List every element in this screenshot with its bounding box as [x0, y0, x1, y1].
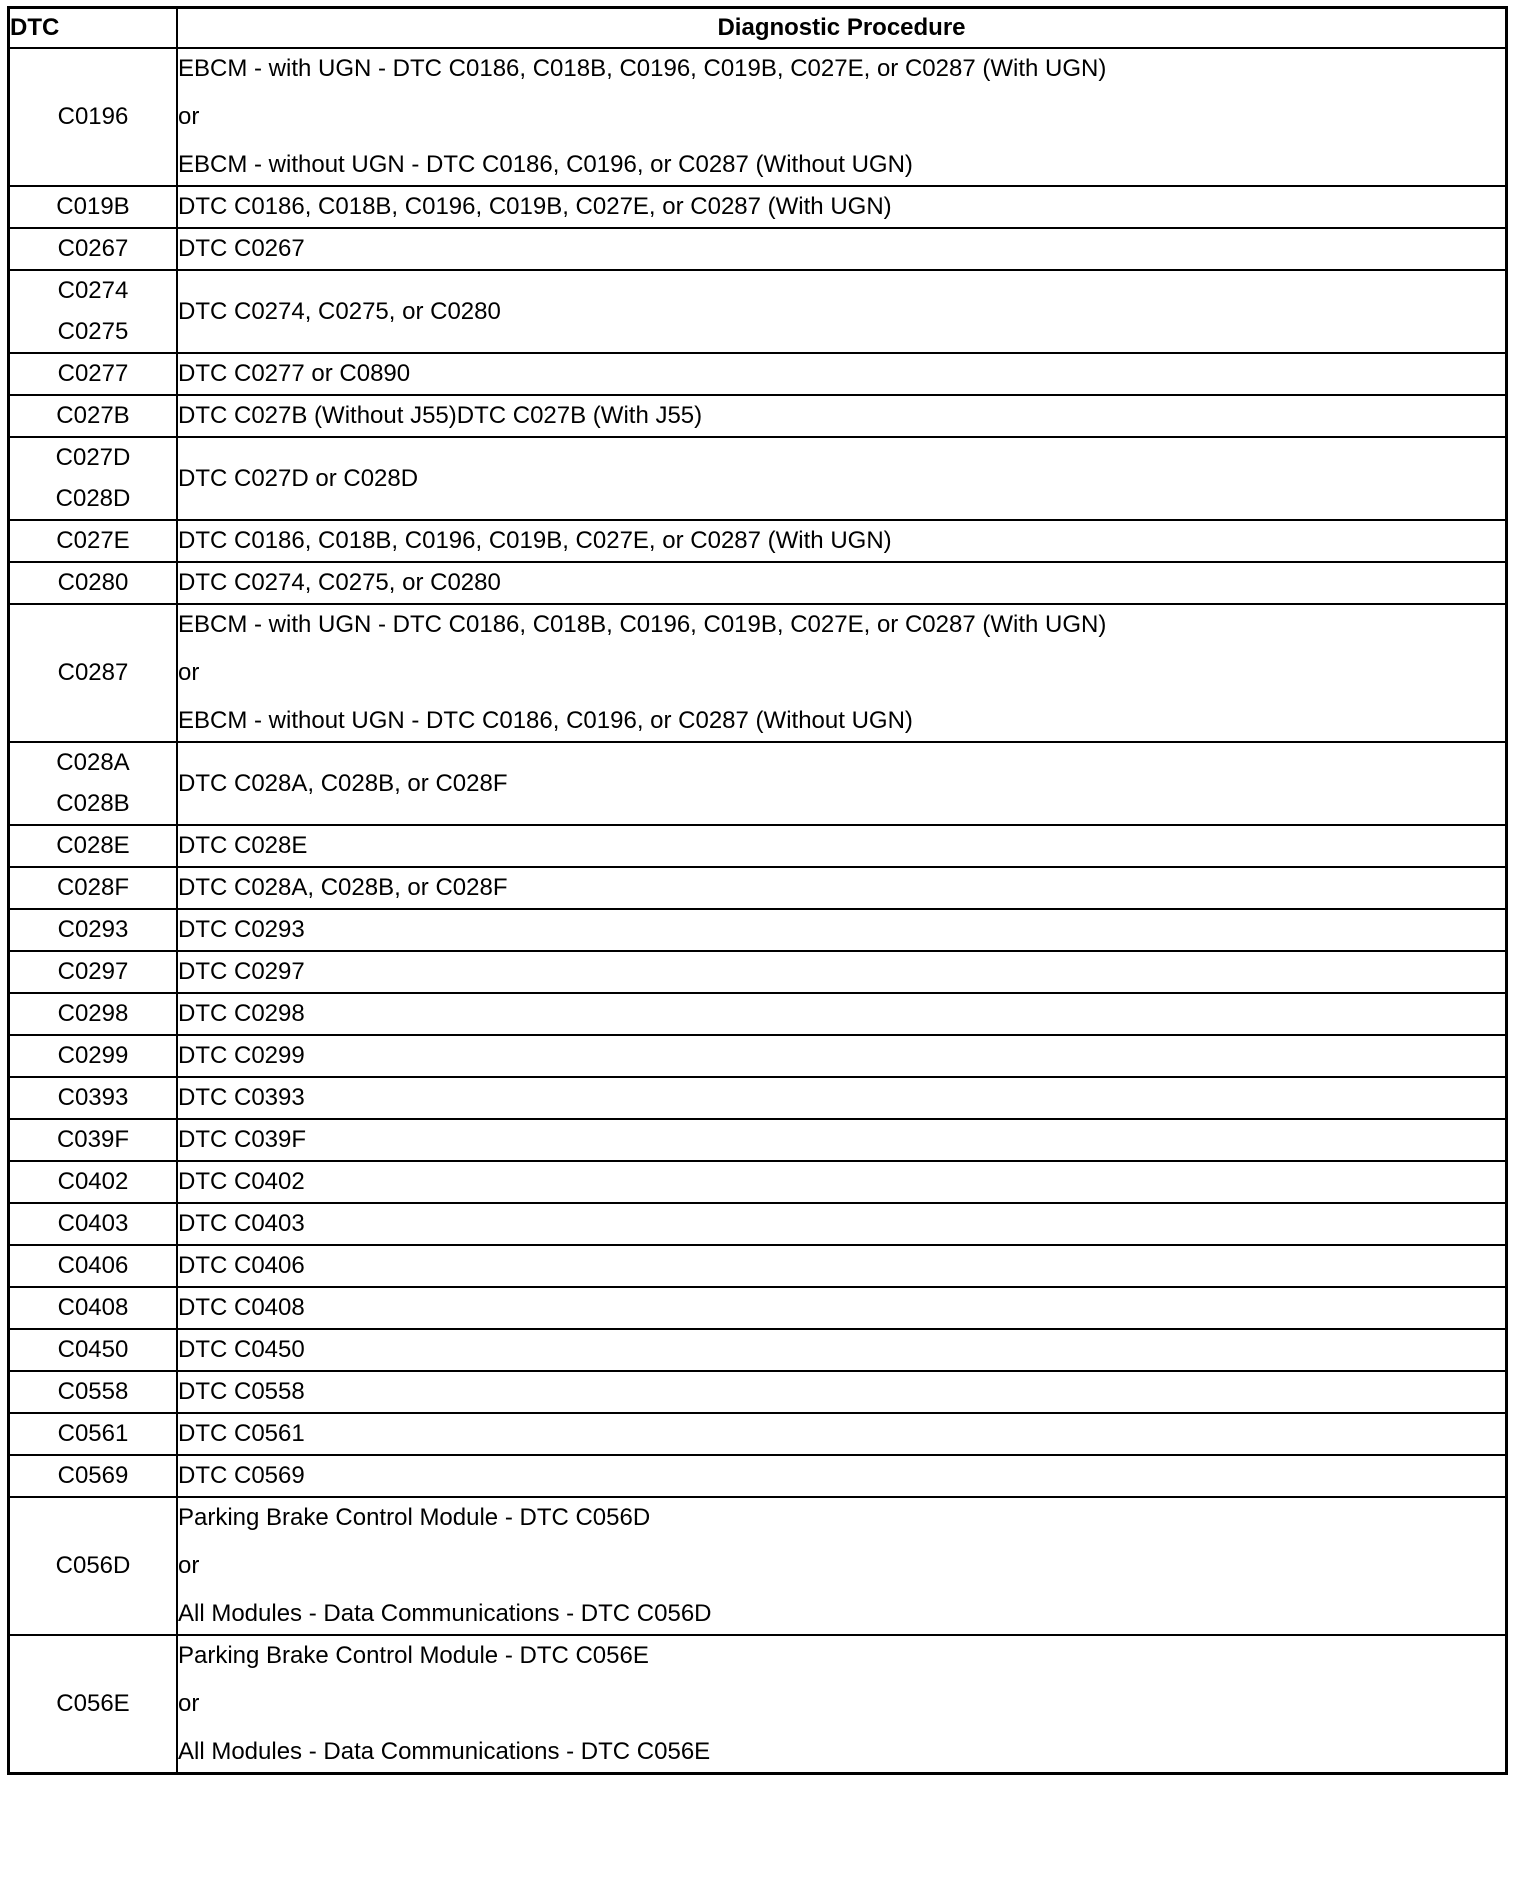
dtc-code: C0450 [57, 1336, 129, 1363]
dtc-code-cell [9, 1635, 178, 1774]
dtc-code-cell [9, 867, 178, 909]
table-header [9, 8, 1507, 49]
procedure-text: EBCM - without UGN - DTC C0186, C0196, or C0287 (Without UGN) [178, 707, 913, 734]
procedure-cell [177, 520, 1507, 562]
dtc-code: C027E [56, 527, 130, 554]
procedure-cell [177, 228, 1507, 270]
table-row [9, 825, 1507, 867]
dtc-code: C027D [55, 444, 131, 471]
procedure-text: DTC C0277 or C0890 [178, 360, 411, 387]
dtc-code-cell [9, 1413, 178, 1455]
procedure-cell [177, 1203, 1507, 1245]
procedure-cell [177, 1287, 1507, 1329]
dtc-code: C0275 [57, 318, 129, 345]
table-row [9, 1413, 1507, 1455]
procedure-cell [177, 395, 1507, 437]
procedure-text: Parking Brake Control Module - DTC C056E [178, 1642, 649, 1669]
procedure-cell [177, 437, 1507, 520]
dtc-code-cell [9, 48, 178, 186]
procedure-cell [177, 1161, 1507, 1203]
procedure-text: or [178, 1690, 200, 1717]
table-body [9, 48, 1507, 1774]
table-row [9, 270, 1507, 353]
procedure-cell [177, 270, 1507, 353]
procedure-cell [177, 186, 1507, 228]
procedure-text: DTC C028A, C028B, or C028F [178, 769, 508, 797]
dtc-code-cell [9, 228, 178, 270]
dtc-code: C0280 [57, 569, 129, 596]
table-row [9, 395, 1507, 437]
procedure-text: DTC C028E [178, 832, 308, 859]
dtc-code: C028F [56, 874, 130, 901]
procedure-cell [177, 1635, 1507, 1774]
procedure-cell [177, 951, 1507, 993]
dtc-code: C028B [56, 790, 130, 817]
dtc-code: C028A [56, 749, 130, 776]
procedure-cell [177, 1413, 1507, 1455]
dtc-code: C0561 [57, 1420, 129, 1447]
procedure-text: or [178, 103, 200, 130]
table-row [9, 1035, 1507, 1077]
dtc-code: C028E [56, 832, 130, 859]
procedure-text: DTC C0267 [178, 235, 305, 262]
procedure-text: EBCM - with UGN - DTC C0186, C018B, C0196, C019B, C027E, or C0287 (With UGN) [178, 611, 1107, 638]
procedure-cell [177, 825, 1507, 867]
procedure-text: DTC C0569 [178, 1462, 305, 1489]
dtc-code-cell [9, 1287, 178, 1329]
table-row [9, 1161, 1507, 1203]
table-row [9, 48, 1507, 186]
dtc-code-cell [9, 825, 178, 867]
table-row [9, 993, 1507, 1035]
procedure-text: DTC C0403 [178, 1210, 305, 1237]
dtc-code-cell [9, 1035, 178, 1077]
procedure-text: DTC C0561 [178, 1420, 305, 1447]
dtc-code-cell [9, 1371, 178, 1413]
dtc-code-cell [9, 520, 178, 562]
dtc-code: C0402 [57, 1168, 129, 1195]
dtc-code: C0287 [57, 659, 129, 686]
procedure-text: All Modules - Data Communications - DTC C056D [178, 1600, 712, 1627]
procedure-cell [177, 1119, 1507, 1161]
dtc-code-cell [9, 1455, 178, 1497]
table-row [9, 353, 1507, 395]
dtc-code: C0393 [57, 1084, 129, 1111]
dtc-column-header: DTC [9, 8, 178, 49]
table-row [9, 1245, 1507, 1287]
procedure-cell [177, 1371, 1507, 1413]
procedure-text: DTC C0299 [178, 1042, 305, 1069]
table-row [9, 1203, 1507, 1245]
dtc-code-cell [9, 1161, 178, 1203]
dtc-code: C0299 [57, 1042, 129, 1069]
dtc-code: C0297 [57, 958, 129, 985]
dtc-code-cell [9, 1497, 178, 1635]
procedure-text: DTC C0186, C018B, C0196, C019B, C027E, or C0287 (With UGN) [178, 527, 892, 554]
dtc-code-cell [9, 1119, 178, 1161]
procedure-cell [177, 1329, 1507, 1371]
table-row [9, 1077, 1507, 1119]
dtc-code: C0569 [57, 1462, 129, 1489]
dtc-table [7, 6, 1508, 1775]
table-row [9, 520, 1507, 562]
procedure-text: DTC C0186, C018B, C0196, C019B, C027E, or C0287 (With UGN) [178, 193, 892, 220]
dtc-code: C0274 [57, 277, 129, 304]
procedure-text: DTC C0406 [178, 1252, 305, 1279]
procedure-text: DTC C0274, C0275, or C0280 [178, 297, 501, 325]
dtc-code: C0298 [57, 1000, 129, 1027]
procedure-text: Parking Brake Control Module - DTC C056D [178, 1504, 651, 1531]
procedure-cell [177, 1035, 1507, 1077]
dtc-code: C0408 [57, 1294, 129, 1321]
dtc-code-cell [9, 1077, 178, 1119]
dtc-code: C039F [56, 1126, 130, 1153]
dtc-code: C027B [56, 402, 130, 429]
procedure-text: DTC C039F [178, 1126, 307, 1153]
procedure-text: DTC C0297 [178, 958, 305, 985]
header-row [9, 8, 1507, 49]
table-row [9, 1287, 1507, 1329]
procedure-cell [177, 1245, 1507, 1287]
procedure-text: DTC C0298 [178, 1000, 305, 1027]
dtc-code: C0406 [57, 1252, 129, 1279]
dtc-code: C0293 [57, 916, 129, 943]
dtc-code: C0403 [57, 1210, 129, 1237]
procedure-text: DTC C0274, C0275, or C0280 [178, 569, 501, 596]
procedure-column-header: Diagnostic Procedure [177, 8, 1507, 49]
procedure-text: or [178, 1552, 200, 1579]
table-row [9, 1635, 1507, 1774]
procedure-text: DTC C0393 [178, 1084, 305, 1111]
procedure-cell [177, 909, 1507, 951]
procedure-text: DTC C0450 [178, 1336, 305, 1363]
dtc-code: C0267 [57, 235, 129, 262]
dtc-code-cell [9, 395, 178, 437]
dtc-code-cell [9, 951, 178, 993]
dtc-code: C056E [56, 1690, 130, 1717]
procedure-cell [177, 867, 1507, 909]
table-row [9, 1371, 1507, 1413]
table-row [9, 228, 1507, 270]
dtc-code-cell [9, 993, 178, 1035]
dtc-code-cell [9, 1329, 178, 1371]
dtc-code-cell [9, 1203, 178, 1245]
table-row [9, 909, 1507, 951]
procedure-text: DTC C0408 [178, 1294, 305, 1321]
table-row [9, 1455, 1507, 1497]
procedure-cell [177, 562, 1507, 604]
procedure-text: EBCM - with UGN - DTC C0186, C018B, C0196, C019B, C027E, or C0287 (With UGN) [178, 55, 1107, 82]
dtc-code-cell [9, 353, 178, 395]
procedure-cell [177, 1497, 1507, 1635]
dtc-code-cell [9, 437, 178, 520]
table-row [9, 186, 1507, 228]
table-row [9, 604, 1507, 742]
dtc-code: C0196 [57, 103, 129, 130]
dtc-code-cell [9, 909, 178, 951]
table-row [9, 742, 1507, 825]
dtc-code: C019B [56, 193, 130, 220]
dtc-code: C0277 [57, 360, 129, 387]
table-row [9, 1329, 1507, 1371]
procedure-cell [177, 993, 1507, 1035]
table-row [9, 867, 1507, 909]
dtc-code-cell [9, 604, 178, 742]
procedure-text: DTC C0558 [178, 1378, 305, 1405]
table-row [9, 1119, 1507, 1161]
procedure-text: DTC C028A, C028B, or C028F [178, 874, 508, 901]
procedure-text: EBCM - without UGN - DTC C0186, C0196, or C0287 (Without UGN) [178, 151, 913, 178]
procedure-text: DTC C027D or C028D [178, 464, 419, 492]
procedure-cell [177, 1077, 1507, 1119]
procedure-text: DTC C0293 [178, 916, 305, 943]
procedure-cell [177, 1455, 1507, 1497]
procedure-text: or [178, 659, 200, 686]
dtc-code: C028D [55, 485, 131, 512]
dtc-code-cell [9, 270, 178, 353]
procedure-text: All Modules - Data Communications - DTC C056E [178, 1738, 711, 1765]
table-row [9, 562, 1507, 604]
procedure-cell [177, 604, 1507, 742]
table-row [9, 437, 1507, 520]
dtc-code: C0558 [57, 1378, 129, 1405]
procedure-cell [177, 353, 1507, 395]
procedure-text: DTC C027B (Without J55)DTC C027B (With J55) [178, 402, 703, 429]
procedure-cell [177, 742, 1507, 825]
dtc-code-cell [9, 562, 178, 604]
dtc-code-cell [9, 742, 178, 825]
dtc-code-cell [9, 1245, 178, 1287]
table-row [9, 951, 1507, 993]
dtc-code-cell [9, 186, 178, 228]
procedure-cell [177, 48, 1507, 186]
procedure-text: DTC C0402 [178, 1168, 305, 1195]
table-row [9, 1497, 1507, 1635]
dtc-code: C056D [55, 1552, 131, 1579]
